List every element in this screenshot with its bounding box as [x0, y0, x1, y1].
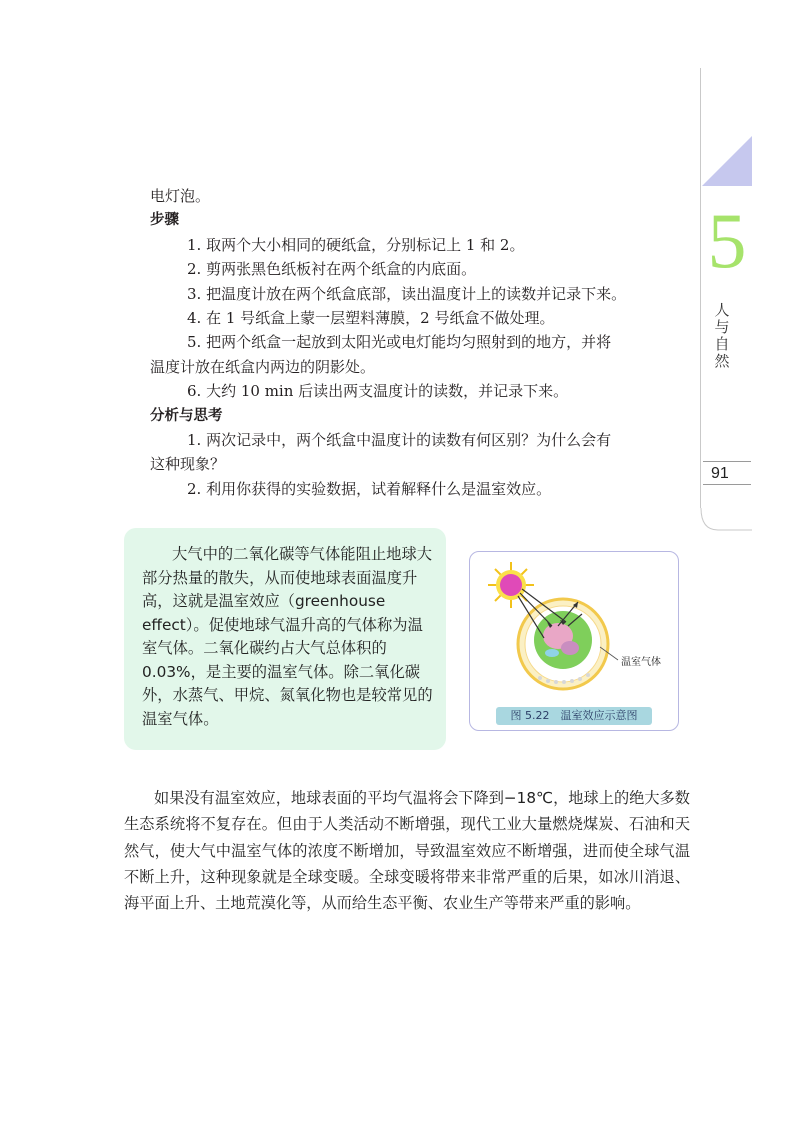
- step-item: 6. 大约 10 min 后读出两支温度计的读数，并记录下来。: [187, 382, 569, 401]
- greenhouse-diagram: [478, 560, 678, 710]
- sun-icon: [500, 574, 522, 596]
- page-number: 91: [703, 461, 751, 485]
- steps-heading: 步骤: [150, 212, 179, 229]
- analysis-heading: 分析与思考: [150, 407, 223, 424]
- chapter-title: 人与自然: [714, 301, 730, 370]
- figure-caption: 图 5.22 温室效应示意图: [496, 707, 652, 725]
- step-item: 3. 把温度计放在两个纸盒底部，读出温度计上的读数并记录下来。: [187, 284, 627, 303]
- step-item: 4. 在 1 号纸盒上蒙一层塑料薄膜，2 号纸盒不做处理。: [187, 309, 555, 328]
- info-box-text: 大气中的二氧化碳等气体能阻止地球大部分热量的散失，从而使地球表面温度升高，这就是温室效应（greenhouse effect）。促使地球气温升高的气体称为温室气体。二氧化碳约占大气总体积的0.03%，是主要的温室气体。除二氧化碳外，水蒸气、甲烷、氮氧化物也是较常见的温室气体。: [142, 545, 433, 728]
- step-item: 2. 剪两张黑色纸板衬在两个纸盒的内底面。: [187, 260, 477, 279]
- question-item: 1. 两次记录中，两个纸盒中温度计的读数有何区别？为什么会有: [187, 431, 612, 450]
- greenhouse-gas-label: 温室气体: [621, 657, 661, 668]
- question-item-continued: 这种现象？: [150, 455, 226, 474]
- side-divider: [700, 68, 701, 508]
- question-item: 2. 利用你获得的实验数据，试着解释什么是温室效应。: [187, 479, 552, 498]
- experiment-section: [150, 184, 690, 501]
- chapter-number: 5: [707, 197, 747, 284]
- step-item-continued: 温度计放在纸盒内两边的阴影处。: [150, 357, 376, 376]
- lead-line: 电灯泡。: [150, 187, 211, 205]
- step-item: 5. 把两个纸盒一起放到太阳光或电灯能均匀照射到的地方，并将: [187, 333, 612, 352]
- body-paragraph: 如果没有温室效应，地球表面的平均气温将会下降到−18℃，地球上的绝大多数生态系统将不复存在。但由于人类活动不断增强，现代工业大量燃烧煤炭、石油和天然气，使大气中温室气体的浓度不断增加，导致温室效应不断增强，进而使全球气温不断上升，这种现象就是全球变暖。全球变暖将带来非常严重的后果，如冰川消退、海平面上升、土地荒漠化等，从而给生态平衡、农业生产等带来严重的影响。: [124, 789, 690, 913]
- chapter-tab-triangle: [702, 136, 752, 186]
- step-item: 1. 取两个大小相同的硬纸盒，分别标记上 1 和 2。: [187, 235, 525, 254]
- side-corner-decoration: [700, 508, 752, 532]
